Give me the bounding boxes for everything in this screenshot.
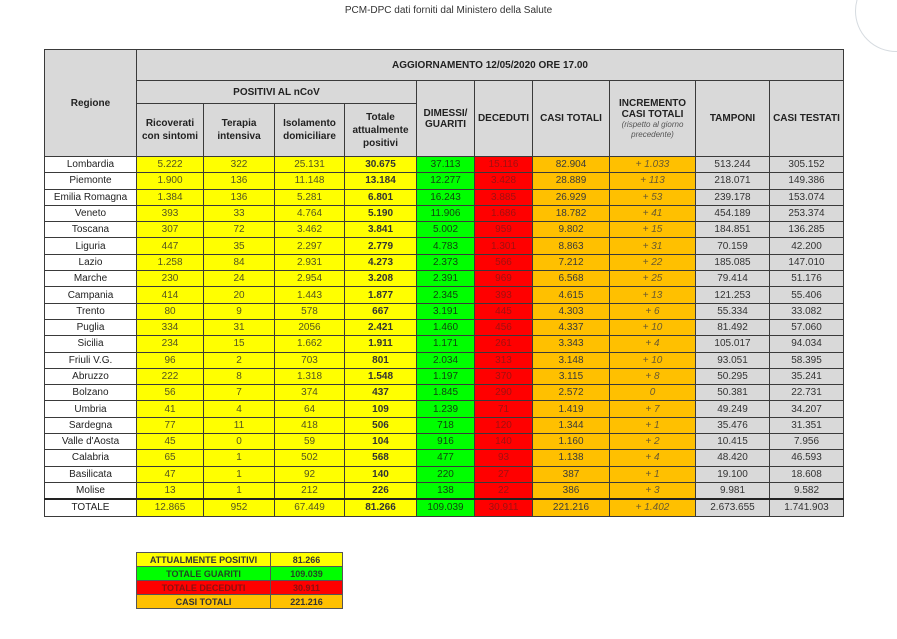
cell-casi-testati: 7.956 [770, 434, 844, 450]
cell-totale-positivi: 801 [345, 352, 417, 368]
table-row [45, 254, 844, 270]
cell-deceduti: 313 [475, 352, 533, 368]
cell-totale-positivi: 3.208 [345, 271, 417, 287]
cell-dimessi: 2.345 [417, 287, 475, 303]
cell-deceduti: 120 [475, 417, 533, 433]
header-ricoverati: Ricoverati con sintomi [137, 104, 204, 157]
cell-ricoverati: 80 [137, 303, 204, 319]
cell-dimessi: 4.783 [417, 238, 475, 254]
cell-tamponi: 184.851 [696, 222, 770, 238]
cell-isolamento: 25.131 [275, 157, 345, 173]
cell-tamponi: 70.159 [696, 238, 770, 254]
header-incremento-label: INCREMENTO CASI TOTALI [618, 97, 687, 120]
table-row [45, 238, 844, 254]
cell-casi-totali: 4.615 [533, 287, 610, 303]
table-row [45, 222, 844, 238]
header-positivi-group: POSITIVI AL nCoV [137, 81, 417, 104]
table-row [45, 271, 844, 287]
cell-deceduti: 15.116 [475, 157, 533, 173]
cell-deceduti: 456 [475, 319, 533, 335]
table-row [45, 368, 844, 384]
cell-casi-testati: 51.176 [770, 271, 844, 287]
table-body [45, 157, 844, 517]
summary-value: 30.911 [271, 581, 343, 595]
cell-isolamento: 502 [275, 450, 345, 466]
cell-ricoverati: 414 [137, 287, 204, 303]
cell-deceduti: 370 [475, 368, 533, 384]
cell-deceduti: 445 [475, 303, 533, 319]
cell-deceduti: 969 [475, 271, 533, 287]
cell-casi-totali: 1.160 [533, 434, 610, 450]
cell-ricoverati: 45 [137, 434, 204, 450]
cell-deceduti: 1.686 [475, 205, 533, 221]
header-tamponi: TAMPONI [696, 81, 770, 157]
cell-incremento: + 2 [610, 434, 696, 450]
cell-casi-totali: 4.337 [533, 319, 610, 335]
cell-isolamento: 5.281 [275, 189, 345, 205]
cell-isolamento: 92 [275, 466, 345, 482]
cell-incremento: + 1 [610, 417, 696, 433]
cell-terapia: 952 [204, 499, 275, 516]
cell-region: Sardegna [45, 417, 137, 433]
cell-region: Lazio [45, 254, 137, 270]
cell-casi-totali: 28.889 [533, 173, 610, 189]
cell-casi-totali: 82.904 [533, 157, 610, 173]
cell-tamponi: 55.334 [696, 303, 770, 319]
cell-terapia: 136 [204, 173, 275, 189]
cell-incremento: + 41 [610, 205, 696, 221]
cell-ricoverati: 12.865 [137, 499, 204, 516]
cell-casi-totali: 1.419 [533, 401, 610, 417]
cell-terapia: 33 [204, 205, 275, 221]
table-row [45, 482, 844, 499]
cell-tamponi: 9.981 [696, 482, 770, 499]
cell-terapia: 9 [204, 303, 275, 319]
cell-ricoverati: 307 [137, 222, 204, 238]
cell-deceduti: 566 [475, 254, 533, 270]
cell-ricoverati: 447 [137, 238, 204, 254]
cell-incremento: + 13 [610, 287, 696, 303]
cell-totale-positivi: 81.266 [345, 499, 417, 516]
summary-body [137, 553, 343, 609]
cell-deceduti: 30.911 [475, 499, 533, 516]
table-row [45, 401, 844, 417]
cell-casi-testati: 305.152 [770, 157, 844, 173]
cell-terapia: 24 [204, 271, 275, 287]
cell-incremento: 0 [610, 385, 696, 401]
header-incremento-note: (rispetto al giorno precedente) [621, 119, 684, 139]
cell-casi-testati: 149.386 [770, 173, 844, 189]
cell-incremento: + 8 [610, 368, 696, 384]
cell-isolamento: 1.662 [275, 336, 345, 352]
cell-ricoverati: 47 [137, 466, 204, 482]
cell-casi-testati: 57.060 [770, 319, 844, 335]
cell-terapia: 72 [204, 222, 275, 238]
cell-dimessi: 1.845 [417, 385, 475, 401]
cell-totale-positivi: 6.801 [345, 189, 417, 205]
cell-tamponi: 105.017 [696, 336, 770, 352]
summary-row [137, 553, 343, 567]
cell-casi-testati: 9.582 [770, 482, 844, 499]
cell-tamponi: 50.295 [696, 368, 770, 384]
summary-value: 221.216 [271, 595, 343, 609]
table-row [45, 319, 844, 335]
table-row [45, 287, 844, 303]
cell-tamponi: 239.178 [696, 189, 770, 205]
cell-region: Trento [45, 303, 137, 319]
cell-casi-totali: 221.216 [533, 499, 610, 516]
cell-incremento: + 15 [610, 222, 696, 238]
header-casi-testati: CASI TESTATI [770, 81, 844, 157]
cell-ricoverati: 5.222 [137, 157, 204, 173]
table-row [45, 303, 844, 319]
cell-tamponi: 50.381 [696, 385, 770, 401]
cell-casi-totali: 7.212 [533, 254, 610, 270]
cell-totale-positivi: 437 [345, 385, 417, 401]
cell-tamponi: 513.244 [696, 157, 770, 173]
table-row [45, 417, 844, 433]
cell-incremento: + 25 [610, 271, 696, 287]
cell-isolamento: 418 [275, 417, 345, 433]
cell-deceduti: 27 [475, 466, 533, 482]
cell-ricoverati: 234 [137, 336, 204, 352]
summary-label: CASI TOTALI [137, 595, 271, 609]
cell-region: Abruzzo [45, 368, 137, 384]
cell-ricoverati: 1.900 [137, 173, 204, 189]
cell-region: Toscana [45, 222, 137, 238]
summary-value: 109.039 [271, 567, 343, 581]
cell-totale-positivi: 1.877 [345, 287, 417, 303]
cell-terapia: 0 [204, 434, 275, 450]
cell-incremento: + 4 [610, 450, 696, 466]
cell-dimessi: 3.191 [417, 303, 475, 319]
cell-incremento: + 10 [610, 319, 696, 335]
cell-deceduti: 393 [475, 287, 533, 303]
regional-covid-table [44, 49, 844, 517]
cell-isolamento: 3.462 [275, 222, 345, 238]
cell-isolamento: 2056 [275, 319, 345, 335]
cell-totale-positivi: 5.190 [345, 205, 417, 221]
cell-region: Umbria [45, 401, 137, 417]
cell-terapia: 1 [204, 466, 275, 482]
cell-deceduti: 93 [475, 450, 533, 466]
cell-ricoverati: 65 [137, 450, 204, 466]
cell-casi-totali: 4.303 [533, 303, 610, 319]
cell-tamponi: 121.253 [696, 287, 770, 303]
cell-totale-positivi: 4.273 [345, 254, 417, 270]
cell-tamponi: 2.673.655 [696, 499, 770, 516]
cell-totale-positivi: 13.184 [345, 173, 417, 189]
cell-isolamento: 11.148 [275, 173, 345, 189]
cell-ricoverati: 222 [137, 368, 204, 384]
cell-incremento: + 1.402 [610, 499, 696, 516]
cell-casi-totali: 3.343 [533, 336, 610, 352]
cell-deceduti: 959 [475, 222, 533, 238]
cell-totale-positivi: 109 [345, 401, 417, 417]
cell-totale-positivi: 1.911 [345, 336, 417, 352]
header-incremento [610, 81, 696, 157]
cell-casi-totali: 386 [533, 482, 610, 499]
cell-deceduti: 1.301 [475, 238, 533, 254]
summary-row [137, 595, 343, 609]
cell-dimessi: 718 [417, 417, 475, 433]
cell-deceduti: 140 [475, 434, 533, 450]
cell-casi-testati: 253.374 [770, 205, 844, 221]
cell-incremento: + 22 [610, 254, 696, 270]
cell-casi-testati: 147.010 [770, 254, 844, 270]
cell-deceduti: 3.885 [475, 189, 533, 205]
cell-totale-positivi: 30.675 [345, 157, 417, 173]
cell-region: Valle d'Aosta [45, 434, 137, 450]
header-region: Regione [45, 50, 137, 157]
cell-casi-testati: 18.608 [770, 466, 844, 482]
cell-dimessi: 477 [417, 450, 475, 466]
summary-row [137, 581, 343, 595]
cell-casi-totali: 3.148 [533, 352, 610, 368]
cell-dimessi: 109.039 [417, 499, 475, 516]
cell-casi-testati: 35.241 [770, 368, 844, 384]
cell-incremento: + 31 [610, 238, 696, 254]
table-row [45, 205, 844, 221]
cell-dimessi: 37.113 [417, 157, 475, 173]
cell-ricoverati: 41 [137, 401, 204, 417]
cell-dimessi: 16.243 [417, 189, 475, 205]
table-row [45, 466, 844, 482]
cell-tamponi: 19.100 [696, 466, 770, 482]
table-row [45, 434, 844, 450]
cell-dimessi: 12.277 [417, 173, 475, 189]
cell-isolamento: 2.931 [275, 254, 345, 270]
header-terapia: Terapia intensiva [204, 104, 275, 157]
cell-deceduti: 261 [475, 336, 533, 352]
cell-casi-testati: 46.593 [770, 450, 844, 466]
cell-terapia: 84 [204, 254, 275, 270]
cell-terapia: 15 [204, 336, 275, 352]
cell-casi-testati: 136.285 [770, 222, 844, 238]
cell-totale-positivi: 104 [345, 434, 417, 450]
cell-dimessi: 1.239 [417, 401, 475, 417]
summary-label: TOTALE DECEDUTI [137, 581, 271, 595]
cell-tamponi: 218.071 [696, 173, 770, 189]
cell-isolamento: 59 [275, 434, 345, 450]
summary-value: 81.266 [271, 553, 343, 567]
cell-terapia: 2 [204, 352, 275, 368]
cell-totale-positivi: 226 [345, 482, 417, 499]
cell-dimessi: 1.197 [417, 368, 475, 384]
cell-ricoverati: 77 [137, 417, 204, 433]
cell-deceduti: 3.428 [475, 173, 533, 189]
cell-incremento: + 53 [610, 189, 696, 205]
cell-region: Calabria [45, 450, 137, 466]
cell-casi-testati: 153.074 [770, 189, 844, 205]
cell-dimessi: 2.391 [417, 271, 475, 287]
cell-tamponi: 185.085 [696, 254, 770, 270]
cell-region: Piemonte [45, 173, 137, 189]
cell-casi-totali: 1.138 [533, 450, 610, 466]
cell-ricoverati: 13 [137, 482, 204, 499]
cell-terapia: 4 [204, 401, 275, 417]
cell-totale-positivi: 506 [345, 417, 417, 433]
document-source-title: PCM-DPC dati forniti dal Ministero della Salute [344, 5, 553, 16]
cell-region: Basilicata [45, 466, 137, 482]
summary-label: TOTALE GUARITI [137, 567, 271, 581]
cell-incremento: + 6 [610, 303, 696, 319]
cell-incremento: + 7 [610, 401, 696, 417]
header-isolamento: Isolamento domiciliare [275, 104, 345, 157]
cell-ricoverati: 56 [137, 385, 204, 401]
cell-region: Emilia Romagna [45, 189, 137, 205]
cell-ricoverati: 393 [137, 205, 204, 221]
cell-casi-totali: 6.568 [533, 271, 610, 287]
cell-ricoverati: 96 [137, 352, 204, 368]
cell-region: Bolzano [45, 385, 137, 401]
cell-casi-testati: 42.200 [770, 238, 844, 254]
cell-terapia: 136 [204, 189, 275, 205]
cell-region: Marche [45, 271, 137, 287]
cell-isolamento: 212 [275, 482, 345, 499]
cell-dimessi: 1.171 [417, 336, 475, 352]
cell-dimessi: 220 [417, 466, 475, 482]
cell-terapia: 20 [204, 287, 275, 303]
header-deceduti: DECEDUTI [475, 81, 533, 157]
cell-dimessi: 2.034 [417, 352, 475, 368]
cell-dimessi: 2.373 [417, 254, 475, 270]
cell-totale-positivi: 2.421 [345, 319, 417, 335]
cell-tamponi: 454.189 [696, 205, 770, 221]
cell-casi-totali: 2.572 [533, 385, 610, 401]
cell-incremento: + 4 [610, 336, 696, 352]
cell-dimessi: 11.906 [417, 205, 475, 221]
cell-casi-totali: 26.929 [533, 189, 610, 205]
cell-isolamento: 578 [275, 303, 345, 319]
cell-totale-positivi: 568 [345, 450, 417, 466]
cell-casi-testati: 34.207 [770, 401, 844, 417]
cell-dimessi: 5.002 [417, 222, 475, 238]
cell-isolamento: 2.297 [275, 238, 345, 254]
cell-casi-testati: 1.741.903 [770, 499, 844, 516]
cell-incremento: + 113 [610, 173, 696, 189]
cell-dimessi: 916 [417, 434, 475, 450]
cell-terapia: 11 [204, 417, 275, 433]
cell-region: Campania [45, 287, 137, 303]
cell-terapia: 7 [204, 385, 275, 401]
cell-casi-testati: 94.034 [770, 336, 844, 352]
cell-ricoverati: 334 [137, 319, 204, 335]
table-row [45, 173, 844, 189]
cell-deceduti: 22 [475, 482, 533, 499]
cell-isolamento: 64 [275, 401, 345, 417]
cell-region: Molise [45, 482, 137, 499]
cell-isolamento: 67.449 [275, 499, 345, 516]
header-dimessi: DIMESSI/ GUARITI [417, 81, 475, 157]
cell-region: Veneto [45, 205, 137, 221]
cell-ricoverati: 1.258 [137, 254, 204, 270]
table-row [45, 450, 844, 466]
cell-region: Sicilia [45, 336, 137, 352]
cell-deceduti: 290 [475, 385, 533, 401]
total-row [45, 499, 844, 516]
summary-table [136, 552, 343, 609]
cell-terapia: 1 [204, 482, 275, 499]
summary-label: ATTUALMENTE POSITIVI [137, 553, 271, 567]
cell-incremento: + 3 [610, 482, 696, 499]
cell-incremento: + 10 [610, 352, 696, 368]
table-row [45, 352, 844, 368]
cell-casi-testati: 33.082 [770, 303, 844, 319]
cell-tamponi: 10.415 [696, 434, 770, 450]
table-row [45, 189, 844, 205]
cell-region: Liguria [45, 238, 137, 254]
cell-totale-positivi: 1.548 [345, 368, 417, 384]
cell-casi-testati: 31.351 [770, 417, 844, 433]
cell-deceduti: 71 [475, 401, 533, 417]
cell-terapia: 322 [204, 157, 275, 173]
cell-incremento: + 1.033 [610, 157, 696, 173]
cell-incremento: + 1 [610, 466, 696, 482]
cell-tamponi: 35.476 [696, 417, 770, 433]
header-totale-positivi: Totale attualmente positivi [345, 104, 417, 157]
table-row [45, 157, 844, 173]
cell-region: Lombardia [45, 157, 137, 173]
cell-terapia: 1 [204, 450, 275, 466]
cell-casi-testati: 55.406 [770, 287, 844, 303]
cell-isolamento: 1.443 [275, 287, 345, 303]
cell-casi-totali: 1.344 [533, 417, 610, 433]
cell-ricoverati: 1.384 [137, 189, 204, 205]
cell-tamponi: 48.420 [696, 450, 770, 466]
table-row [45, 336, 844, 352]
cell-casi-totali: 9.802 [533, 222, 610, 238]
summary-row [137, 567, 343, 581]
cell-totale-positivi: 3.841 [345, 222, 417, 238]
cell-casi-testati: 58.395 [770, 352, 844, 368]
cell-isolamento: 1.318 [275, 368, 345, 384]
cell-region: Puglia [45, 319, 137, 335]
cell-region: TOTALE [45, 499, 137, 516]
cell-tamponi: 93.051 [696, 352, 770, 368]
cell-casi-totali: 18.782 [533, 205, 610, 221]
cell-terapia: 35 [204, 238, 275, 254]
cell-totale-positivi: 2.779 [345, 238, 417, 254]
cell-terapia: 8 [204, 368, 275, 384]
cell-ricoverati: 230 [137, 271, 204, 287]
cell-casi-testati: 22.731 [770, 385, 844, 401]
cell-casi-totali: 387 [533, 466, 610, 482]
cell-casi-totali: 8.863 [533, 238, 610, 254]
cell-tamponi: 81.492 [696, 319, 770, 335]
cell-tamponi: 49.249 [696, 401, 770, 417]
cell-dimessi: 1.460 [417, 319, 475, 335]
cell-isolamento: 4.764 [275, 205, 345, 221]
header-casi-totali: CASI TOTALI [533, 81, 610, 157]
cell-isolamento: 374 [275, 385, 345, 401]
table-row [45, 385, 844, 401]
cell-terapia: 31 [204, 319, 275, 335]
cell-region: Friuli V.G. [45, 352, 137, 368]
cell-casi-totali: 3.115 [533, 368, 610, 384]
cell-totale-positivi: 140 [345, 466, 417, 482]
update-header: AGGIORNAMENTO 12/05/2020 ORE 17.00 [137, 50, 844, 81]
cell-isolamento: 2.954 [275, 271, 345, 287]
cell-totale-positivi: 667 [345, 303, 417, 319]
cell-isolamento: 703 [275, 352, 345, 368]
cell-dimessi: 138 [417, 482, 475, 499]
cell-tamponi: 79.414 [696, 271, 770, 287]
